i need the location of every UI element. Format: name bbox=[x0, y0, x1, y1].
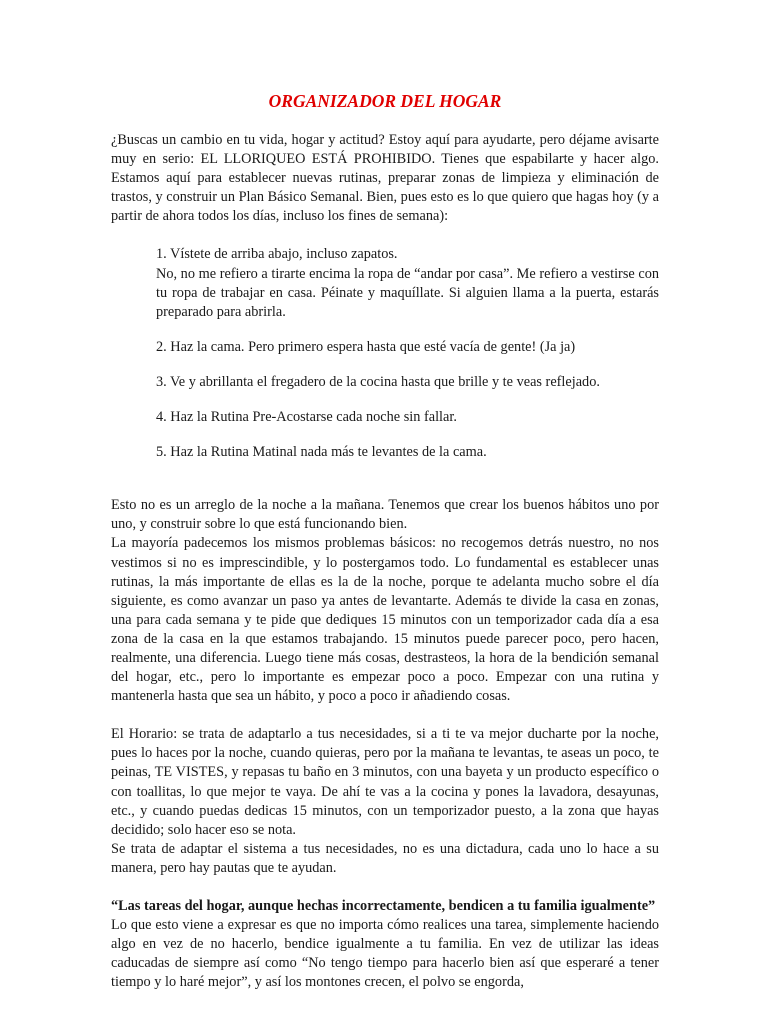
quote-heading: “Las tareas del hogar, aunque hechas incorrectamente, bendicen a tu familia igualmente” bbox=[111, 898, 656, 914]
habits-paragraph: Esto no es un arreglo de la noche a la mañana. Tenemos que crear los buenos hábitos uno por uno, y construir sobre lo que está funcionando bien. bbox=[111, 497, 659, 533]
step-3-label: 3. Ve y abrillanta el fregadero de la cocina hasta que brille y te veas reflejado. bbox=[156, 373, 600, 390]
schedule-paragraph: El Horario: se trata de adaptarlo a tus necesidades, si a ti te va mejor ducharte por la noche, pues lo haces por la noche, cuando quieras, pero por la mañana te levantas, te aseas un poco, te peinas, TE VISTES, y repasas tu baño en 3 minutos, con una bayeta y un producto específico o con toallitas, lo que mejor te vaya. De ahí te vas a la cocina y pones la lavadora, desayunas, etc., y cuando puedas dedicas 15 minutos, con un temporizador puesto, a la zona que hayas decidido; solo hacer eso se nota. bbox=[111, 726, 659, 838]
intro-paragraph: ¿Buscas un cambio en tu vida, hogar y actitud? Estoy aquí para ayudarte, pero déjame avisarte muy en serio: EL LLORIQUEO ESTÁ PROHIBIDO. Tienes que espabilarte y hacer algo. Estamos aquí para establecer nuevas rutinas, preparar zonas de limpieza y eliminación de trastos, y construir un Plan Básico Semanal. Bien, pues esto es lo que quiero que hagas hoy (y a partir de ahora todos los días, incluso los fines de semana): bbox=[111, 132, 659, 225]
document-page bbox=[111, 90, 659, 992]
document-title: ORGANIZADOR DEL HOGAR bbox=[268, 91, 502, 111]
adapt-paragraph: Se trata de adaptar el sistema a tus necesidades, no es una dictadura, cada uno lo hace a su manera, pero hay pautas que te ayudan. bbox=[111, 840, 659, 876]
problems-paragraph: La mayoría padecemos los mismos problemas básicos: no recogemos detrás nuestro, no nos vestimos si no es imprescindible, y lo postergamos todo. Lo fundamental es establecer unas rutinas, la más importante de ellas es la de la noche, porque te adelanta mucho sobre el día siguiente, es como avanzar un paso ya antes de levantarte. Además te divide la casa en zonas, una para cada semana y te pide que dediques 15 minutos con un temporizador cada día a esa zona de la casa en la que estamos trabajando. 15 minutos puede parecer poco, pero hacen, realmente, una diferencia. Luego tiene más cosas, destrasteos, la hora de la bendición semanal del hogar, etc., pero lo importante es empezar poco a poco. Empezar con una rutina y mantenerla hasta que sea un hábito, y poco a poco ir añadiendo cosas. bbox=[111, 535, 659, 705]
step-4-label: 4. Haz la Rutina Pre-Acostarse cada noche sin fallar. bbox=[156, 409, 457, 426]
step-1-label: 1. Vístete de arriba abajo, incluso zapatos. bbox=[156, 246, 398, 263]
step-1-detail: No, no me refiero a tirarte encima la ropa de “andar por casa”. Me refiero a vestirse con tu ropa de trabajar en casa. Péinate y maquíllate. Si alguien llama a la puerta, estarás preparado para abrirla. bbox=[156, 265, 659, 320]
step-5-label: 5. Haz la Rutina Matinal nada más te levantes de la cama. bbox=[156, 444, 487, 461]
step-2-label: 2. Haz la cama. Pero primero espera hasta que esté vacía de gente! (Ja ja) bbox=[156, 338, 576, 355]
quote-paragraph: Lo que esto viene a expresar es que no importa cómo realices una tarea, simplemente haciendo algo en vez de no hacerlo, bendice igualmente a tu familia. En vez de utilizar las ideas caducadas de siempre así como “No tengo tiempo para hacerlo bien así que esperaré a tener tiempo y lo haré mejor”, y así los montones crecen, el polvo se engorda, bbox=[111, 917, 659, 991]
steps-list bbox=[156, 245, 659, 462]
